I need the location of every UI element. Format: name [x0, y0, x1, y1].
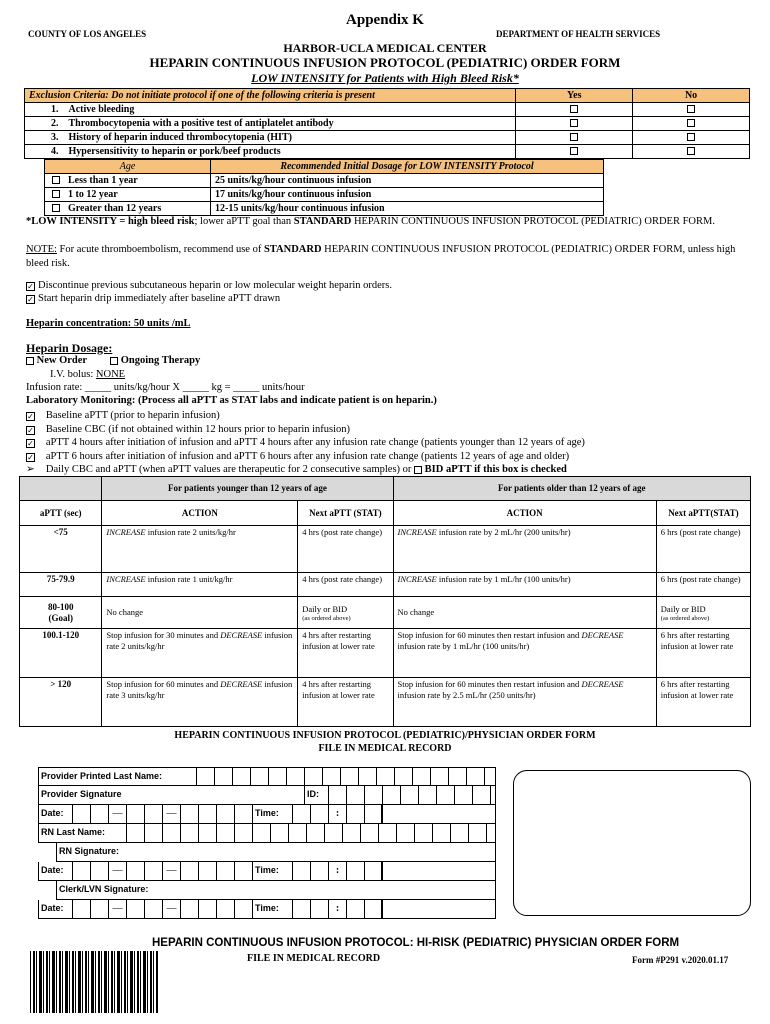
- provider-signature-label: Provider Signature: [39, 786, 305, 804]
- next-aptt-col-header: Next aPTT (STAT): [298, 501, 393, 526]
- order-type-line: [26, 355, 200, 366]
- iv-bolus-label: I.V. bolus:: [50, 369, 96, 380]
- rn-date-row[interactable]: [38, 862, 496, 881]
- next-aptt-text: 4 hrs after restarting infusion at lower rate: [298, 629, 393, 678]
- lab-text: Baseline CBC (if not obtained within 12 hours prior to heparin infusion): [45, 423, 351, 435]
- next-aptt-text: 4 hrs (post rate change): [298, 573, 393, 597]
- medical-center: HARBOR-UCLA MEDICAL CENTER: [283, 41, 487, 55]
- dosage-row: [45, 202, 604, 216]
- aptt-row: [20, 678, 751, 727]
- exclusion-text: History of heparin induced thrombocytopenia (HIT): [68, 131, 292, 143]
- time-label: Time:: [253, 900, 293, 918]
- date-label: Date:: [39, 900, 73, 918]
- infusion-rate-line[interactable]: Infusion rate: _____ units/kg/hour X _____ kg = _____ units/hour: [26, 382, 305, 393]
- action-emphasis: DECREASE: [220, 630, 263, 640]
- date-label: Date:: [39, 805, 73, 823]
- date-separator: —: [109, 805, 127, 823]
- check-icon: ✓: [27, 425, 34, 435]
- exclusion-text: Thrombocytopenia with a positive test of antiplatelet antibody: [68, 117, 334, 129]
- low-intensity-bold: *LOW INTENSITY = high bleed risk: [26, 216, 195, 227]
- aptt-value: 100.1-120: [20, 629, 102, 678]
- time-separator: :: [329, 862, 347, 880]
- rn-signature-row[interactable]: [56, 843, 496, 862]
- dose-header: Recommended Initial Dosage for LOW INTENSITY Protocol: [211, 160, 604, 174]
- aptt-row: [20, 597, 751, 629]
- dosage-table: [44, 159, 604, 216]
- action-col-header-2: ACTION: [393, 501, 656, 526]
- lab-item: [26, 423, 585, 437]
- exclusion-text: Active bleeding: [68, 103, 135, 115]
- action-text: infusion rate by 2.5 mL/hr (250 units/hr): [397, 690, 536, 700]
- exclusion-heading: Exclusion Criteria: Do not initiate protocol if one of the following criteria is present: [25, 89, 516, 103]
- provider-name-row[interactable]: [38, 767, 496, 786]
- date-separator: —: [163, 805, 181, 823]
- lab-list: [26, 409, 585, 477]
- action-col-header: ACTION: [102, 501, 298, 526]
- lab-item: [26, 463, 585, 477]
- note-label: NOTE:: [26, 244, 57, 255]
- low-intensity-text-2: HEPARIN CONTINUOUS INFUSION PROTOCOL (PEDIATRIC) ORDER FORM.: [351, 216, 715, 227]
- aptt-row: [20, 573, 751, 597]
- signature-grid: [38, 767, 496, 919]
- aptt-table: [19, 476, 751, 727]
- next-aptt-text: 6 hrs (post rate change): [656, 526, 750, 573]
- action-text: infusion rate 2 units/kg/hr: [106, 630, 293, 651]
- lab-text: Baseline aPTT (prior to heparin infusion): [45, 410, 220, 421]
- exclusion-row: [25, 131, 750, 145]
- next-aptt-text: 6 hrs (post rate change): [656, 573, 750, 597]
- dosage-row: [45, 174, 604, 188]
- aptt-row: [20, 526, 751, 573]
- next-aptt-text: 4 hrs (post rate change): [298, 526, 393, 573]
- age-label: Greater than 12 years: [68, 202, 162, 214]
- ongoing-therapy-checkbox[interactable]: [110, 357, 118, 365]
- aptt-blank-cell: [20, 477, 102, 501]
- action-emphasis: DECREASE: [581, 679, 624, 689]
- discontinue-text: Discontinue previous subcutaneous heparin or low molecular weight heparin orders.: [38, 280, 392, 291]
- time-separator: :: [329, 805, 347, 823]
- next-aptt-text: Daily or BID: [302, 603, 348, 614]
- action-emphasis: DECREASE: [581, 630, 624, 640]
- check-icon: ✓: [27, 452, 34, 462]
- time-boxes[interactable]: [293, 900, 383, 918]
- clerk-signature-row[interactable]: [56, 881, 496, 900]
- dose-text: 17 units/kg/hour continuous infusion: [211, 188, 604, 202]
- id-boxes[interactable]: [329, 786, 495, 804]
- aptt-value: 75-79.9: [20, 573, 102, 597]
- age-label: 1 to 12 year: [68, 188, 118, 200]
- date-boxes[interactable]: [73, 805, 253, 823]
- exclusion-text: Hypersensitivity to heparin or pork/beef products: [68, 145, 281, 157]
- check-icon: ✓: [27, 412, 34, 421]
- exclusion-yes-checkbox[interactable]: [570, 133, 578, 141]
- footer-file: FILE IN MEDICAL RECORD: [247, 953, 381, 964]
- age-checkbox[interactable]: [52, 176, 60, 184]
- heparin-dosage-heading: Heparin Dosage:: [26, 341, 113, 355]
- time-boxes[interactable]: [293, 862, 383, 880]
- lab-monitoring-heading: Laboratory Monitoring: (Process all aPTT as STAT labs and indicate patient is on heparin.): [26, 395, 437, 406]
- start-drip-text: Start heparin drip immediately after baseline aPTT drawn: [38, 293, 281, 304]
- age-label: Less than 1 year: [68, 174, 138, 186]
- arrow-bullet-icon: ➢: [26, 464, 35, 475]
- exclusion-no-checkbox[interactable]: [687, 133, 695, 141]
- exclusion-num: 3.: [51, 131, 59, 143]
- action-text: infusion rate 1 unit/kg/hr: [145, 574, 233, 584]
- exclusion-no-checkbox[interactable]: [687, 147, 695, 155]
- date-boxes[interactable]: [73, 862, 253, 880]
- exclusion-yes-checkbox[interactable]: [570, 105, 578, 113]
- low-intensity-text: ; lower aPTT goal than: [194, 216, 294, 227]
- new-order-label: New Order: [36, 355, 87, 366]
- next-aptt-subtext: (as ordered above): [660, 614, 710, 622]
- dose-text: 12-15 units/kg/hour continuous infusion: [211, 202, 604, 216]
- exclusion-num: 2.: [51, 117, 59, 129]
- exclusion-no-checkbox[interactable]: [687, 105, 695, 113]
- time-separator: :: [329, 900, 347, 918]
- form-subtitle: LOW INTENSITY for Patients with High Bleed Risk*: [251, 71, 519, 85]
- action-emphasis: INCREASE: [106, 527, 146, 537]
- action-emphasis: DECREASE: [220, 679, 263, 689]
- aptt-col-header: aPTT (sec): [20, 501, 102, 526]
- next-aptt-text: Daily or BID: [660, 603, 706, 614]
- provider-signature-row[interactable]: [38, 786, 496, 805]
- form-number: Form #P291 v.2020.01.17: [632, 955, 729, 965]
- lab-item: [26, 436, 585, 450]
- action-prefix: Stop infusion for 60 minutes then restart infusion and: [397, 679, 582, 689]
- clerk-signature-label: Clerk/LVN Signature:: [59, 884, 149, 894]
- daily-cbc-text: Daily CBC and aPTT (when aPTT values are therapeutic for 2 consecutive samples) or: [45, 464, 415, 475]
- time-boxes[interactable]: [293, 805, 383, 823]
- appendix-title: Appendix K: [346, 12, 424, 28]
- date-separator: —: [163, 862, 181, 880]
- age-checkbox[interactable]: [52, 204, 60, 212]
- lab-text: aPTT 4 hours after initiation of infusion and aPTT 4 hours after any infusion rate change (patients younger than 12 years of age): [45, 437, 585, 448]
- check-icon: ✓: [27, 439, 34, 448]
- action-emphasis: INCREASE: [106, 574, 146, 584]
- date-separator: —: [163, 900, 181, 918]
- aptt-value: > 120: [20, 678, 102, 727]
- note-text-2: HEPARIN CONTINUOUS INFUSION PROTOCOL (PEDIATRIC) ORDER FORM, unless high bleed risk.: [26, 244, 736, 269]
- action-text: infusion rate 3 units/kg/hr: [106, 679, 293, 700]
- exclusion-row: [25, 117, 750, 131]
- standard-word: STANDARD: [293, 216, 352, 227]
- acute-note: [26, 243, 746, 271]
- new-order-checkbox[interactable]: [26, 357, 34, 365]
- footer-title: HEPARIN CONTINUOUS INFUSION PROTOCOL: HI-RISK (PEDIATRIC) PHYSICIAN ORDER FORM: [152, 937, 680, 949]
- next-aptt-col-header-2: Next aPTT(STAT): [656, 501, 750, 526]
- action-prefix: Stop infusion for 60 minutes and: [106, 679, 221, 689]
- action-emphasis: INCREASE: [397, 574, 437, 584]
- age-checkbox[interactable]: [52, 190, 60, 198]
- next-aptt-text: 4 hrs after restarting infusion at lower rate: [298, 678, 393, 727]
- mid-footer-title: HEPARIN CONTINUOUS INFUSION PROTOCOL (PEDIATRIC)/PHYSICIAN ORDER FORM: [174, 730, 596, 741]
- exclusion-num: 1.: [51, 103, 59, 115]
- time-label: Time:: [253, 862, 293, 880]
- action-text: infusion rate by 2 mL/hr (200 units/hr): [436, 527, 571, 537]
- standard-word-2: STANDARD: [263, 244, 322, 255]
- rn-name-boxes[interactable]: [127, 824, 495, 842]
- check-icon: ✓: [27, 295, 34, 304]
- dose-text: 25 units/kg/hour continuous infusion: [211, 174, 604, 188]
- patient-label-box[interactable]: [513, 770, 751, 916]
- provider-name-boxes[interactable]: [197, 768, 495, 785]
- exclusion-no-checkbox[interactable]: [687, 119, 695, 127]
- provider-name-label: Provider Printed Last Name:: [39, 768, 197, 785]
- next-aptt-text: 6 hrs after restarting infusion at lower rate: [656, 678, 750, 727]
- exclusion-num: 4.: [51, 145, 59, 157]
- next-aptt-subtext: (as ordered above): [302, 614, 351, 622]
- iv-bolus-line: [50, 369, 125, 380]
- action-prefix: Stop infusion for 30 minutes and: [106, 630, 221, 640]
- younger-header: For patients younger than 12 years of age: [102, 477, 393, 501]
- bid-checkbox[interactable]: [414, 466, 422, 474]
- mid-footer-file: FILE IN MEDICAL RECORD: [318, 743, 452, 754]
- heparin-concentration: Heparin concentration: 50 units /mL: [26, 318, 191, 329]
- next-aptt-text: 6 hrs after restarting infusion at lower rate: [656, 629, 750, 678]
- county-label: COUNTY OF LOS ANGELES: [28, 29, 147, 39]
- dosage-row: [45, 188, 604, 202]
- lab-item: [26, 409, 585, 423]
- clerk-date-row[interactable]: [38, 900, 496, 919]
- rn-last-name-label: RN Last Name:: [39, 824, 127, 842]
- action-text: infusion rate by 1 mL/hr (100 units/hr): [436, 574, 571, 584]
- department-label: DEPARTMENT OF HEALTH SERVICES: [496, 29, 661, 39]
- exclusion-yes-checkbox[interactable]: [570, 119, 578, 127]
- action-text: infusion rate 2 units/kg/hr: [145, 527, 236, 537]
- discontinue-line: [26, 280, 392, 291]
- lab-item: [26, 450, 585, 464]
- action-text: infusion rate by 1 mL/hr (100 units/hr): [397, 641, 530, 651]
- exclusion-row: [25, 145, 750, 159]
- aptt-value: <75: [20, 526, 102, 573]
- aptt-goal: (Goal): [48, 612, 73, 623]
- date-label: Date:: [39, 862, 73, 880]
- start-drip-line: [26, 293, 280, 304]
- action-text: No change: [393, 597, 656, 629]
- rn-name-row[interactable]: [38, 824, 496, 843]
- older-header: For patients older than 12 years of age: [393, 477, 750, 501]
- date-separator: —: [109, 862, 127, 880]
- note-text: For acute thromboembolism, recommend use of: [56, 244, 264, 255]
- aptt-row: [20, 629, 751, 678]
- check-icon: ✓: [27, 282, 34, 291]
- exclusion-table: [24, 88, 750, 159]
- lab-text: aPTT 6 hours after initiation of infusion and aPTT 6 hours after any infusion rate change (patients 12 years of age and older): [45, 450, 570, 462]
- exclusion-row: [25, 103, 750, 117]
- iv-bolus-value: NONE: [95, 369, 126, 380]
- exclusion-yes-checkbox[interactable]: [570, 147, 578, 155]
- time-label: Time:: [253, 805, 293, 823]
- action-prefix: Stop infusion for 60 minutes then restart infusion and: [397, 630, 582, 640]
- age-header: Age: [45, 160, 211, 174]
- provider-date-row[interactable]: [38, 805, 496, 824]
- date-separator: —: [109, 900, 127, 918]
- form-title: HEPARIN CONTINUOUS INFUSION PROTOCOL (PEDIATRIC) ORDER FORM: [149, 55, 621, 70]
- aptt-value: 80-100: [47, 601, 74, 612]
- action-text: No change: [102, 597, 298, 629]
- yes-header: Yes: [516, 89, 633, 103]
- ongoing-therapy-label: Ongoing Therapy: [120, 355, 201, 366]
- low-intensity-note: [26, 215, 746, 229]
- action-emphasis: INCREASE: [397, 527, 437, 537]
- id-label: ID:: [305, 786, 329, 804]
- no-header: No: [633, 89, 750, 103]
- date-boxes[interactable]: [73, 900, 253, 918]
- rn-signature-label: RN Signature:: [59, 846, 120, 856]
- bid-label: BID aPTT if this box is checked: [424, 464, 567, 475]
- barcode-image: [30, 951, 158, 1013]
